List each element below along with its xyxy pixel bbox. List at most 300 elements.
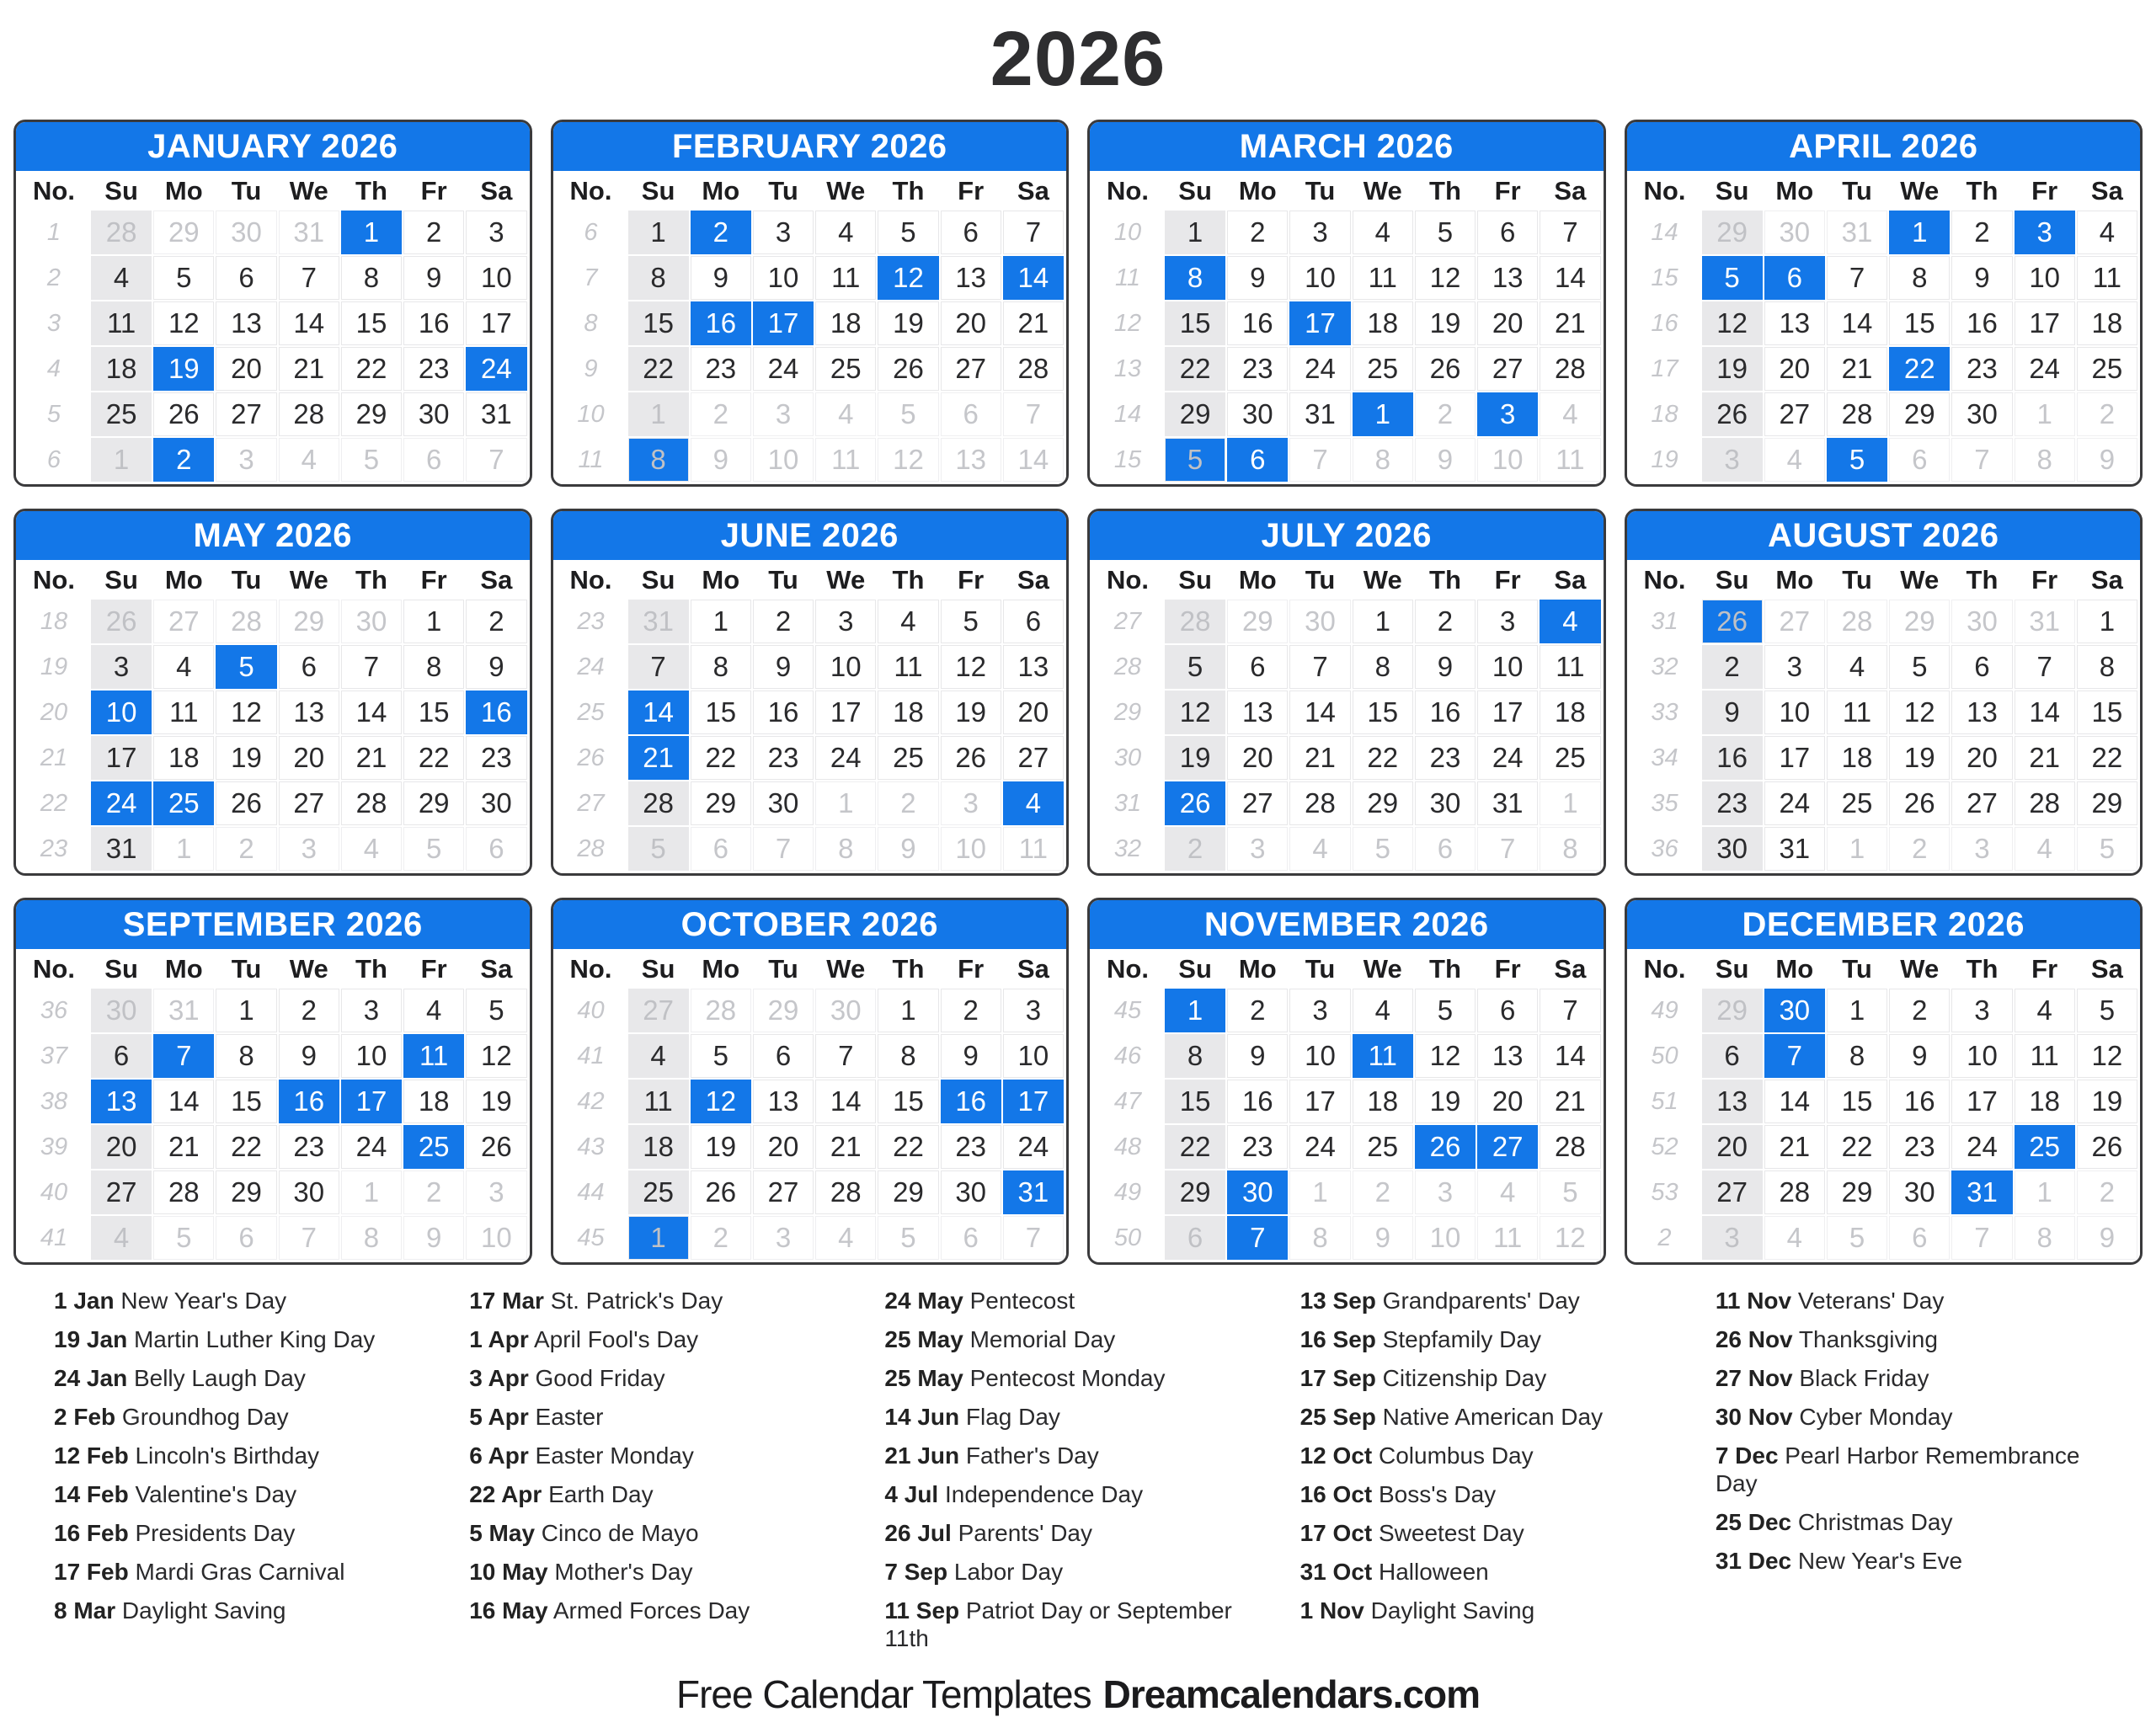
day-cell: 11 bbox=[1540, 438, 1600, 482]
day-cell: 5 bbox=[1827, 1216, 1887, 1260]
weekday-header-cell: Th bbox=[1966, 565, 1999, 595]
day-cell: 22 bbox=[1889, 347, 1950, 391]
day-cell: 26 bbox=[153, 392, 214, 436]
day-cell: 11 bbox=[1353, 256, 1413, 300]
day-cell: 19 bbox=[216, 736, 276, 780]
weekday-header-cell: Th bbox=[1429, 176, 1461, 205]
day-cell: 19 bbox=[691, 1125, 751, 1169]
day-cell: 9 bbox=[403, 256, 464, 300]
day-cell: 2 bbox=[1951, 211, 2012, 254]
day-cell: 9 bbox=[1415, 438, 1476, 482]
day-cell: 20 bbox=[91, 1125, 152, 1169]
weekday-header-cell: Su bbox=[641, 954, 675, 984]
day-cell: 18 bbox=[878, 691, 938, 734]
day-cell: 28 bbox=[1827, 392, 1887, 436]
week-number: 24 bbox=[577, 653, 605, 680]
day-cell: 24 bbox=[1477, 736, 1538, 780]
day-cell: 26 bbox=[1702, 600, 1763, 643]
weekday-header-cell: Su bbox=[1178, 954, 1212, 984]
day-cell: 6 bbox=[1227, 645, 1288, 689]
day-cell: 26 bbox=[1415, 347, 1476, 391]
day-cell: 24 bbox=[1289, 1125, 1350, 1169]
day-cell: 2 bbox=[1889, 827, 1950, 871]
day-cell: 11 bbox=[1827, 691, 1887, 734]
day-cell: 9 bbox=[1227, 256, 1288, 300]
day-cell: 7 bbox=[1827, 256, 1887, 300]
day-cell: 11 bbox=[91, 301, 152, 345]
day-cell: 29 bbox=[279, 600, 339, 643]
weekday-header-cell: Mo bbox=[164, 954, 203, 984]
day-cell: 6 bbox=[403, 438, 464, 482]
holiday-date: 16 May bbox=[469, 1597, 548, 1624]
day-cell: 2 bbox=[2077, 1170, 2137, 1214]
day-cell: 5 bbox=[466, 989, 526, 1032]
day-cell: 28 bbox=[1764, 1170, 1825, 1214]
holiday-column bbox=[884, 1287, 1271, 1663]
day-cell: 2 bbox=[403, 1170, 464, 1214]
day-cell: 6 bbox=[1889, 438, 1950, 482]
day-cell: 22 bbox=[216, 1125, 276, 1169]
day-cell: 21 bbox=[1540, 1080, 1600, 1123]
day-cell: 12 bbox=[466, 1034, 526, 1078]
holiday-item: 31 Oct Halloween bbox=[1299, 1559, 1489, 1586]
day-cell: 2 bbox=[153, 438, 214, 482]
day-cell: 11 bbox=[2077, 256, 2137, 300]
day-cell: 21 bbox=[1003, 301, 1064, 345]
day-cell: 4 bbox=[815, 1216, 876, 1260]
holiday-date: 5 Apr bbox=[469, 1404, 529, 1431]
weekday-header-cell: Tu bbox=[1305, 565, 1336, 595]
day-cell: 15 bbox=[1827, 1080, 1887, 1123]
day-cell: 3 bbox=[466, 211, 526, 254]
day-cell: 3 bbox=[1951, 989, 2012, 1032]
holiday-item: 17 Mar St. Patrick's Day bbox=[469, 1288, 723, 1314]
day-cell: 28 bbox=[1289, 781, 1350, 825]
day-cell: 14 bbox=[341, 691, 402, 734]
day-cell: 6 bbox=[1951, 645, 2012, 689]
day-cell: 3 bbox=[1289, 211, 1350, 254]
day-cell: 23 bbox=[753, 736, 814, 780]
day-cell: 24 bbox=[1003, 1125, 1064, 1169]
day-cell: 8 bbox=[628, 256, 689, 300]
day-cell: 2 bbox=[1415, 600, 1476, 643]
holiday-item: 16 Feb Presidents Day bbox=[54, 1520, 296, 1547]
day-cell: 31 bbox=[2015, 600, 2075, 643]
holiday-date: 30 Nov bbox=[1715, 1404, 1793, 1431]
weekday-header-cell: Fr bbox=[2031, 954, 2058, 984]
day-cell: 6 bbox=[691, 827, 751, 871]
day-cell: 1 bbox=[341, 1170, 402, 1214]
month-title: MAY 2026 bbox=[16, 511, 530, 560]
week-number: 18 bbox=[40, 607, 68, 635]
week-number: 38 bbox=[40, 1087, 68, 1115]
holiday-item: 21 Jun Father's Day bbox=[884, 1442, 1099, 1469]
week-number: 48 bbox=[1113, 1133, 1142, 1160]
day-cell: 29 bbox=[153, 211, 214, 254]
week-number: 20 bbox=[40, 698, 68, 726]
weekday-header-cell: Su bbox=[1715, 954, 1749, 984]
day-cell: 19 bbox=[941, 691, 1001, 734]
day-cell: 18 bbox=[815, 301, 876, 345]
day-cell: 23 bbox=[1227, 347, 1288, 391]
day-cell: 20 bbox=[1477, 301, 1538, 345]
day-cell: 16 bbox=[1889, 1080, 1950, 1123]
week-number: 10 bbox=[1113, 218, 1142, 246]
holiday-date: 1 Nov bbox=[1299, 1597, 1364, 1624]
holiday-item: 17 Oct Sweetest Day bbox=[1299, 1520, 1524, 1547]
day-cell: 16 bbox=[403, 301, 464, 345]
week-number: 1 bbox=[46, 218, 61, 246]
day-cell: 15 bbox=[2077, 691, 2137, 734]
day-cell: 4 bbox=[2077, 211, 2137, 254]
day-cell: 6 bbox=[216, 1216, 276, 1260]
weekday-header-cell: Su bbox=[104, 565, 138, 595]
weekday-header-cell: Tu bbox=[768, 176, 798, 205]
weekday-header-cell: Sa bbox=[1017, 176, 1049, 205]
day-cell: 6 bbox=[1477, 211, 1538, 254]
weekday-header-cell: Su bbox=[641, 565, 675, 595]
holiday-item: 11 Nov Veterans' Day bbox=[1715, 1288, 1945, 1314]
holiday-column bbox=[54, 1287, 440, 1663]
day-cell: 1 bbox=[1827, 827, 1887, 871]
day-cell: 22 bbox=[1353, 736, 1413, 780]
day-cell: 31 bbox=[1477, 781, 1538, 825]
week-number: 49 bbox=[1113, 1178, 1142, 1206]
week-number: 40 bbox=[577, 996, 605, 1024]
holiday-item: 11 Sep Patriot Day or September 11th bbox=[884, 1597, 1232, 1652]
day-cell: 6 bbox=[1477, 989, 1538, 1032]
weekday-header-cell: Sa bbox=[480, 565, 513, 595]
day-cell: 6 bbox=[466, 827, 526, 871]
month-grid bbox=[1627, 949, 2141, 1262]
weekday-header-cell: Su bbox=[641, 176, 675, 205]
weekday-header-cell: No. bbox=[569, 565, 612, 595]
month-title: JUNE 2026 bbox=[553, 511, 1067, 560]
week-number: 5 bbox=[46, 400, 61, 428]
day-cell: 19 bbox=[1165, 736, 1225, 780]
holiday-item: 25 May Memorial Day bbox=[884, 1326, 1116, 1353]
day-cell: 17 bbox=[341, 1080, 402, 1123]
day-cell: 19 bbox=[1702, 347, 1763, 391]
day-cell: 1 bbox=[341, 211, 402, 254]
day-cell: 16 bbox=[1227, 301, 1288, 345]
day-cell: 24 bbox=[466, 347, 526, 391]
day-cell: 24 bbox=[815, 736, 876, 780]
week-number: 52 bbox=[1651, 1133, 1678, 1160]
day-cell: 22 bbox=[628, 347, 689, 391]
day-cell: 5 bbox=[1827, 438, 1887, 482]
holiday-date: 5 May bbox=[469, 1520, 536, 1547]
day-cell: 6 bbox=[1165, 1216, 1225, 1260]
day-cell: 13 bbox=[1227, 691, 1288, 734]
day-cell: 28 bbox=[1827, 600, 1887, 643]
day-cell: 3 bbox=[753, 211, 814, 254]
holiday-item: 1 Apr April Fool's Day bbox=[469, 1326, 699, 1353]
weekday-header-cell: Su bbox=[1178, 565, 1212, 595]
day-cell: 20 bbox=[1951, 736, 2012, 780]
holiday-date: 7 Sep bbox=[884, 1559, 948, 1586]
day-cell: 6 bbox=[1764, 256, 1825, 300]
weekday-header-cell: No. bbox=[1107, 954, 1149, 984]
day-cell: 23 bbox=[403, 347, 464, 391]
week-number: 6 bbox=[584, 218, 598, 246]
day-cell: 1 bbox=[91, 438, 152, 482]
day-cell: 25 bbox=[628, 1170, 689, 1214]
day-cell: 9 bbox=[403, 1216, 464, 1260]
month-title: JANUARY 2026 bbox=[16, 122, 530, 171]
day-cell: 7 bbox=[815, 1034, 876, 1078]
day-cell: 11 bbox=[815, 438, 876, 482]
day-cell: 31 bbox=[1764, 827, 1825, 871]
day-cell: 28 bbox=[628, 781, 689, 825]
day-cell: 4 bbox=[1289, 827, 1350, 871]
month-grid bbox=[1090, 949, 1604, 1262]
day-cell: 31 bbox=[628, 600, 689, 643]
weekday-header-cell: We bbox=[1900, 176, 1940, 205]
day-cell: 4 bbox=[1353, 211, 1413, 254]
holiday-item: 17 Feb Mardi Gras Carnival bbox=[54, 1559, 345, 1586]
day-cell: 22 bbox=[1165, 1125, 1225, 1169]
holiday-date: 14 Feb bbox=[54, 1481, 129, 1508]
day-cell: 1 bbox=[1165, 989, 1225, 1032]
day-cell: 14 bbox=[1003, 438, 1064, 482]
holiday-item: 13 Sep Grandparents' Day bbox=[1299, 1288, 1580, 1314]
day-cell: 29 bbox=[2077, 781, 2137, 825]
week-number: 11 bbox=[578, 445, 604, 473]
day-cell: 1 bbox=[1353, 392, 1413, 436]
day-cell: 5 bbox=[1889, 645, 1950, 689]
day-cell: 10 bbox=[815, 645, 876, 689]
holiday-item: 7 Sep Labor Day bbox=[884, 1559, 1064, 1586]
day-cell: 31 bbox=[1951, 1170, 2012, 1214]
day-cell: 13 bbox=[941, 438, 1001, 482]
day-cell: 2 bbox=[691, 392, 751, 436]
day-cell: 18 bbox=[1540, 691, 1600, 734]
weekday-header-cell: Su bbox=[1178, 176, 1212, 205]
weekday-header-cell: We bbox=[1363, 565, 1402, 595]
holiday-date: 14 Jun bbox=[884, 1404, 960, 1431]
day-cell: 30 bbox=[466, 781, 526, 825]
holiday-item: 17 Sep Citizenship Day bbox=[1299, 1365, 1547, 1392]
day-cell: 9 bbox=[466, 645, 526, 689]
day-cell: 21 bbox=[1827, 347, 1887, 391]
day-cell: 31 bbox=[153, 989, 214, 1032]
day-cell: 25 bbox=[91, 392, 152, 436]
day-cell: 4 bbox=[91, 1216, 152, 1260]
day-cell: 13 bbox=[216, 301, 276, 345]
day-cell: 5 bbox=[1165, 438, 1225, 482]
holiday-item: 16 Oct Boss's Day bbox=[1299, 1481, 1497, 1508]
week-number: 37 bbox=[40, 1042, 68, 1069]
month-title: FEBRUARY 2026 bbox=[553, 122, 1067, 171]
day-cell: 8 bbox=[1540, 827, 1600, 871]
day-cell: 2 bbox=[1702, 645, 1763, 689]
day-cell: 30 bbox=[1889, 1170, 1950, 1214]
holiday-date: 17 Oct bbox=[1299, 1520, 1373, 1547]
weekday-header-cell: Th bbox=[892, 565, 925, 595]
day-cell: 17 bbox=[1477, 691, 1538, 734]
weekday-header-cell: Sa bbox=[1017, 954, 1049, 984]
day-cell: 30 bbox=[91, 989, 152, 1032]
day-cell: 27 bbox=[1477, 347, 1538, 391]
day-cell: 25 bbox=[403, 1125, 464, 1169]
day-cell: 23 bbox=[1227, 1125, 1288, 1169]
weekday-header-cell: Fr bbox=[958, 954, 985, 984]
weekday-header-cell: Fr bbox=[2031, 565, 2058, 595]
day-cell: 23 bbox=[279, 1125, 339, 1169]
day-cell: 17 bbox=[1951, 1080, 2012, 1123]
day-cell: 30 bbox=[1227, 392, 1288, 436]
day-cell: 18 bbox=[2015, 1080, 2075, 1123]
month-grid bbox=[16, 949, 530, 1262]
day-cell: 29 bbox=[878, 1170, 938, 1214]
day-cell: 8 bbox=[878, 1034, 938, 1078]
day-cell: 10 bbox=[1289, 256, 1350, 300]
day-cell: 23 bbox=[1889, 1125, 1950, 1169]
day-cell: 5 bbox=[878, 392, 938, 436]
weekday-header-cell: Mo bbox=[1775, 565, 1814, 595]
holiday-date: 1 Jan bbox=[54, 1288, 115, 1314]
holiday-item: 26 Nov Thanksgiving bbox=[1715, 1326, 1938, 1353]
week-number: 3 bbox=[46, 309, 61, 337]
weekday-header-cell: Su bbox=[104, 176, 138, 205]
day-cell: 29 bbox=[403, 781, 464, 825]
day-cell: 28 bbox=[216, 600, 276, 643]
day-cell: 23 bbox=[466, 736, 526, 780]
month-card bbox=[1625, 120, 2143, 487]
day-cell: 9 bbox=[1702, 691, 1763, 734]
day-cell: 29 bbox=[1827, 1170, 1887, 1214]
weekday-header-cell: Fr bbox=[420, 954, 447, 984]
day-cell: 11 bbox=[2015, 1034, 2075, 1078]
day-cell: 17 bbox=[1764, 736, 1825, 780]
month-grid bbox=[1627, 171, 2141, 484]
week-number: 41 bbox=[40, 1224, 68, 1251]
week-number: 23 bbox=[40, 835, 68, 862]
day-cell: 8 bbox=[341, 1216, 402, 1260]
holidays bbox=[0, 1265, 2156, 1663]
day-cell: 7 bbox=[1540, 989, 1600, 1032]
weekday-header-cell: No. bbox=[1107, 176, 1149, 205]
weekday-header-cell: Fr bbox=[958, 176, 985, 205]
holiday-date: 7 Dec bbox=[1715, 1442, 1779, 1469]
day-cell: 18 bbox=[1827, 736, 1887, 780]
day-cell: 10 bbox=[2015, 256, 2075, 300]
day-cell: 1 bbox=[403, 600, 464, 643]
weekday-header-cell: Th bbox=[1429, 565, 1461, 595]
day-cell: 4 bbox=[1764, 438, 1825, 482]
holiday-item: 1 Jan New Year's Day bbox=[54, 1288, 287, 1314]
day-cell: 11 bbox=[628, 1080, 689, 1123]
day-cell: 31 bbox=[1827, 211, 1887, 254]
day-cell: 10 bbox=[1477, 438, 1538, 482]
day-cell: 12 bbox=[1165, 691, 1225, 734]
day-cell: 8 bbox=[2015, 1216, 2075, 1260]
weekday-header-cell: Mo bbox=[1238, 176, 1277, 205]
day-cell: 12 bbox=[1540, 1216, 1600, 1260]
day-cell: 7 bbox=[279, 256, 339, 300]
day-cell: 27 bbox=[1951, 781, 2012, 825]
week-number: 4 bbox=[46, 355, 61, 382]
day-cell: 17 bbox=[2015, 301, 2075, 345]
week-number: 39 bbox=[40, 1133, 68, 1160]
day-cell: 9 bbox=[1415, 645, 1476, 689]
months-grid bbox=[0, 120, 2156, 1265]
holiday-date: 17 Mar bbox=[469, 1288, 544, 1314]
day-cell: 25 bbox=[153, 781, 214, 825]
day-cell: 25 bbox=[1353, 347, 1413, 391]
day-cell: 29 bbox=[1889, 600, 1950, 643]
holiday-date: 11 Nov bbox=[1715, 1288, 1792, 1314]
footer-brand-link[interactable]: Dreamcalendars.com bbox=[1102, 1672, 1480, 1717]
day-cell: 26 bbox=[466, 1125, 526, 1169]
day-cell: 30 bbox=[279, 1170, 339, 1214]
week-number: 2 bbox=[1657, 1224, 1672, 1251]
holiday-item: 7 Dec Pearl Harbor Remembrance Day bbox=[1715, 1442, 2080, 1497]
day-cell: 31 bbox=[1289, 392, 1350, 436]
day-cell: 27 bbox=[1702, 1170, 1763, 1214]
holiday-date: 26 Nov bbox=[1715, 1326, 1793, 1353]
month-card bbox=[1625, 898, 2143, 1265]
month-card bbox=[1087, 898, 1606, 1265]
day-cell: 2 bbox=[2077, 392, 2137, 436]
holiday-item: 24 Jan Belly Laugh Day bbox=[54, 1365, 306, 1392]
day-cell: 2 bbox=[466, 600, 526, 643]
holiday-date: 22 Apr bbox=[469, 1481, 542, 1508]
week-number: 27 bbox=[577, 789, 605, 817]
week-number: 21 bbox=[40, 744, 68, 771]
weekday-header-cell: Th bbox=[892, 176, 925, 205]
day-cell: 10 bbox=[1289, 1034, 1350, 1078]
day-cell: 16 bbox=[753, 691, 814, 734]
day-cell: 28 bbox=[1003, 347, 1064, 391]
week-number: 19 bbox=[1651, 445, 1678, 473]
week-number: 32 bbox=[1651, 653, 1678, 680]
week-number: 23 bbox=[577, 607, 605, 635]
week-number: 17 bbox=[1651, 355, 1678, 382]
day-cell: 15 bbox=[1353, 691, 1413, 734]
day-cell: 10 bbox=[1477, 645, 1538, 689]
day-cell: 12 bbox=[216, 691, 276, 734]
day-cell: 22 bbox=[403, 736, 464, 780]
day-cell: 2 bbox=[1227, 989, 1288, 1032]
day-cell: 2 bbox=[216, 827, 276, 871]
day-cell: 22 bbox=[1165, 347, 1225, 391]
day-cell: 3 bbox=[1003, 989, 1064, 1032]
week-number: 31 bbox=[1651, 607, 1678, 635]
day-cell: 9 bbox=[691, 256, 751, 300]
day-cell: 21 bbox=[1764, 1125, 1825, 1169]
day-cell: 24 bbox=[1951, 1125, 2012, 1169]
day-cell: 10 bbox=[1003, 1034, 1064, 1078]
day-cell: 4 bbox=[815, 211, 876, 254]
day-cell: 4 bbox=[1827, 645, 1887, 689]
day-cell: 27 bbox=[91, 1170, 152, 1214]
weekday-header-cell: No. bbox=[569, 954, 612, 984]
day-cell: 5 bbox=[1415, 989, 1476, 1032]
holiday-date: 6 Apr bbox=[469, 1442, 529, 1469]
holiday-date: 21 Jun bbox=[884, 1442, 960, 1469]
day-cell: 5 bbox=[1540, 1170, 1600, 1214]
day-cell: 9 bbox=[941, 1034, 1001, 1078]
day-cell: 7 bbox=[466, 438, 526, 482]
day-cell: 16 bbox=[941, 1080, 1001, 1123]
day-cell: 11 bbox=[1003, 827, 1064, 871]
day-cell: 8 bbox=[628, 438, 689, 482]
day-cell: 24 bbox=[1764, 781, 1825, 825]
holiday-item: 3 Apr Good Friday bbox=[469, 1365, 665, 1392]
day-cell: 10 bbox=[91, 691, 152, 734]
